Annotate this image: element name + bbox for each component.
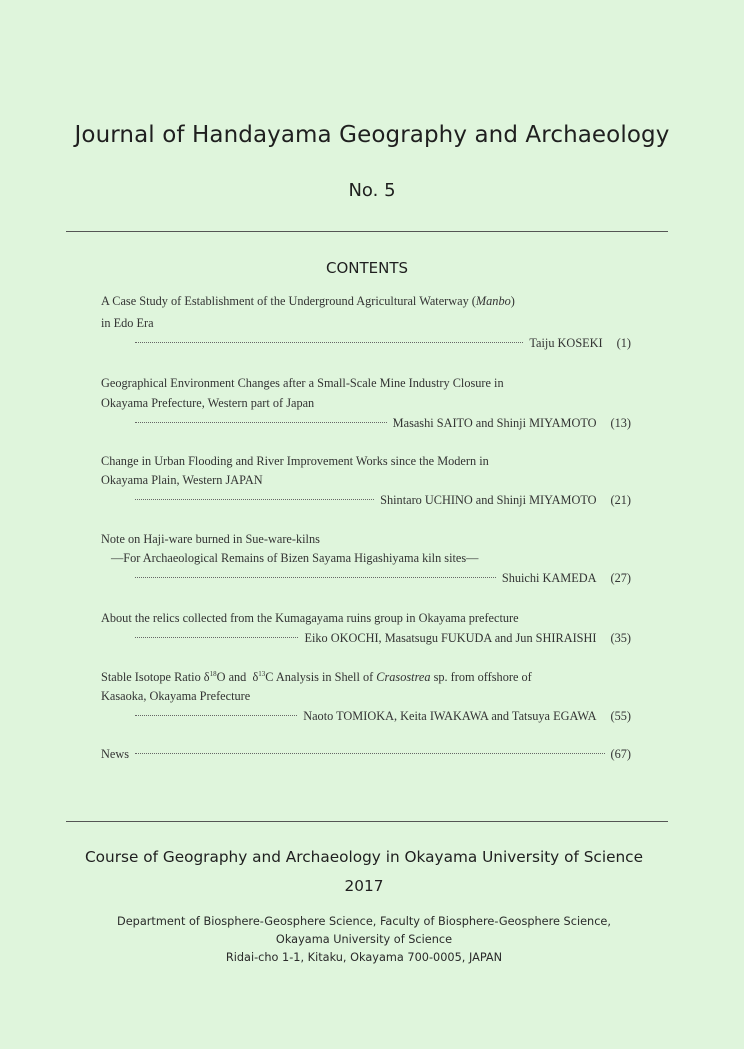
entry-author-line <box>135 416 631 431</box>
entry-authors: Masashi SAITO and Shinji MIYAMOTO <box>392 416 597 430</box>
entry-page: (1) <box>616 336 631 350</box>
entry-authors: Shintaro UCHINO and Shinji MIYAMOTO <box>380 493 597 507</box>
bottom-divider <box>66 821 668 822</box>
toc-news-entry[interactable] <box>101 747 631 762</box>
top-divider <box>66 231 668 232</box>
leader-dots <box>135 753 604 754</box>
contents-heading: CONTENTS <box>325 259 409 277</box>
leader-dots <box>135 715 297 716</box>
entry-title-line: Stable Isotope Ratio $\delta^{18}O$ and $\delta^{13}C$ Analysis in Shell of Crasostrea sp. from offshore of <box>101 670 532 684</box>
entry-page: (55) <box>610 709 631 723</box>
issue-number: No. 5 <box>348 180 396 201</box>
leader-dots <box>135 422 387 423</box>
entry-author-line <box>135 631 631 646</box>
leader-dots <box>135 342 523 343</box>
entry-authors: Shuichi KAMEDA <box>501 571 597 585</box>
entry-title-line: Geographical Environment Changes after a Small-Scale Mine Industry Closure in <box>101 376 504 390</box>
entry-author-line <box>135 336 631 351</box>
entry-page: (13) <box>610 416 631 430</box>
entry-title-line: in Edo Era <box>101 316 154 330</box>
leader-dots <box>135 577 496 578</box>
entry-authors: Taiju KOSEKI <box>529 336 603 350</box>
entry-author-line <box>135 571 631 586</box>
leader-dots <box>135 499 374 500</box>
publication-year: 2017 <box>344 877 384 895</box>
entry-title-line: Okayama Prefecture, Western part of Japan <box>101 396 315 410</box>
entry-authors: Eiko OKOCHI, Masatsugu FUKUDA and Jun SHIRAISHI <box>304 631 597 645</box>
entry-title-line: About the relics collected from the Kumagayama ruins group in Okayama prefecture <box>101 611 519 625</box>
news-page: (67) <box>610 747 631 761</box>
entry-title-line: Note on Haji-ware burned in Sue-ware-kilns <box>101 532 320 546</box>
entry-title-line: Okayama Plain, Western JAPAN <box>101 473 263 487</box>
journal-title: Journal of Handayama Geography and Archaeology <box>74 122 670 148</box>
address-line: Okayama University of Science <box>275 933 453 946</box>
entry-author-line <box>135 493 631 508</box>
leader-dots <box>135 637 298 638</box>
publisher-address <box>0 913 728 967</box>
entry-authors: Naoto TOMIOKA, Keita IWAKAWA and Tatsuya EGAWA <box>303 709 597 723</box>
entry-page: (35) <box>610 631 631 645</box>
entry-title-line: Change in Urban Flooding and River Improvement Works since the Modern in <box>101 454 489 468</box>
address-line: Ridai-cho 1-1, Kitaku, Okayama 700-0005, JAPAN <box>225 951 503 964</box>
entry-page: (21) <box>610 493 631 507</box>
entry-subtitle-line: —For Archaeological Remains of Bizen Sayama Higashiyama kiln sites— <box>111 551 479 565</box>
publisher-course: Course of Geography and Archaeology in Okayama University of Science <box>84 848 644 866</box>
entry-page: (27) <box>610 571 631 585</box>
news-label: News <box>101 747 130 761</box>
entry-title-line: A Case Study of Establishment of the Underground Agricultural Waterway (Manbo) <box>101 294 515 308</box>
entry-author-line <box>135 709 631 724</box>
address-line: Department of Biosphere-Geosphere Science, Faculty of Biosphere-Geosphere Science, <box>117 915 611 928</box>
entry-title-line: Kasaoka, Okayama Prefecture <box>101 689 251 703</box>
